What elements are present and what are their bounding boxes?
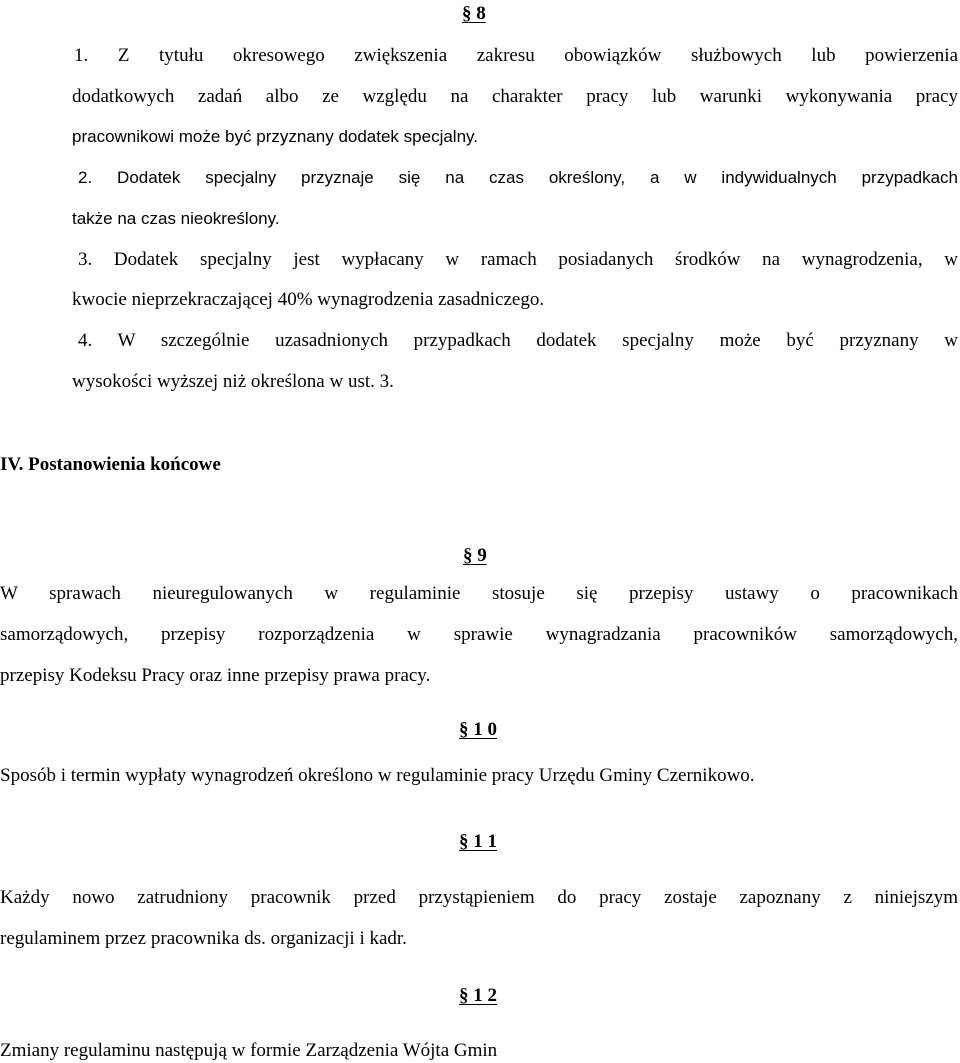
section-11-line-1: Każdy nowo zatrudniony pracownik przed przystąpieniem do pracy zostaje zapoznany z niniejszym	[0, 887, 958, 908]
paragraph-1-line-1: 1. Z tytułu okresowego zwiększenia zakresu obowiązków służbowych lub powierzenia	[74, 45, 958, 66]
chapter-4-title: IV. Postanowienia końcowe	[0, 454, 221, 475]
section-11-heading: § 1 1	[459, 831, 497, 852]
paragraph-4-line-2: wysokości wyższej niż określona w ust. 3.	[72, 371, 394, 392]
section-9-line-1: W sprawach nieuregulowanych w regulaminie stosuje się przepisy ustawy o pracownikach	[0, 583, 958, 604]
section-9-line-3: przepisy Kodeksu Pracy oraz inne przepisy prawa pracy.	[0, 665, 431, 686]
section-9-heading: § 9	[463, 545, 487, 566]
section-9-line-2: samorządowych, przepisy rozporządzenia w sprawie wynagradzania pracowników samorządowych,	[0, 624, 958, 645]
section-10-line-1: Sposób i termin wypłaty wynagrodzeń określono w regulaminie pracy Urzędu Gminy Czernikowo.	[0, 765, 755, 786]
section-11-line-2: regulaminem przez pracownika ds. organizacji i kadr.	[0, 928, 407, 949]
section-12-heading: § 1 2	[459, 985, 497, 1006]
section-10-heading: § 1 0	[459, 719, 497, 740]
paragraph-1-line-2: dodatkowych zadań albo ze względu na charakter pracy lub warunki wykonywania pracy	[72, 86, 958, 107]
paragraph-3-line-2: kwocie nieprzekraczającej 40% wynagrodzenia zasadniczego.	[72, 289, 545, 310]
paragraph-2-line-1: 2. Dodatek specjalny przyznaje się na czas określony, a w indywidualnych przypadkach	[78, 168, 958, 187]
section-8-heading: § 8	[462, 3, 486, 24]
paragraph-2-line-2: także na czas nieokreślony.	[72, 209, 280, 228]
paragraph-1-line-3: pracownikowi może być przyznany dodatek specjalny.	[72, 127, 478, 146]
paragraph-3-line-1: 3. Dodatek specjalny jest wypłacany w ramach posiadanych środków na wynagrodzenia, w	[78, 249, 958, 270]
section-12-line-1: Zmiany regulaminu następują w formie Zarządzenia Wójta Gmin	[0, 1040, 498, 1061]
paragraph-4-line-1: 4. W szczególnie uzasadnionych przypadkach dodatek specjalny może być przyznany w	[78, 330, 958, 351]
